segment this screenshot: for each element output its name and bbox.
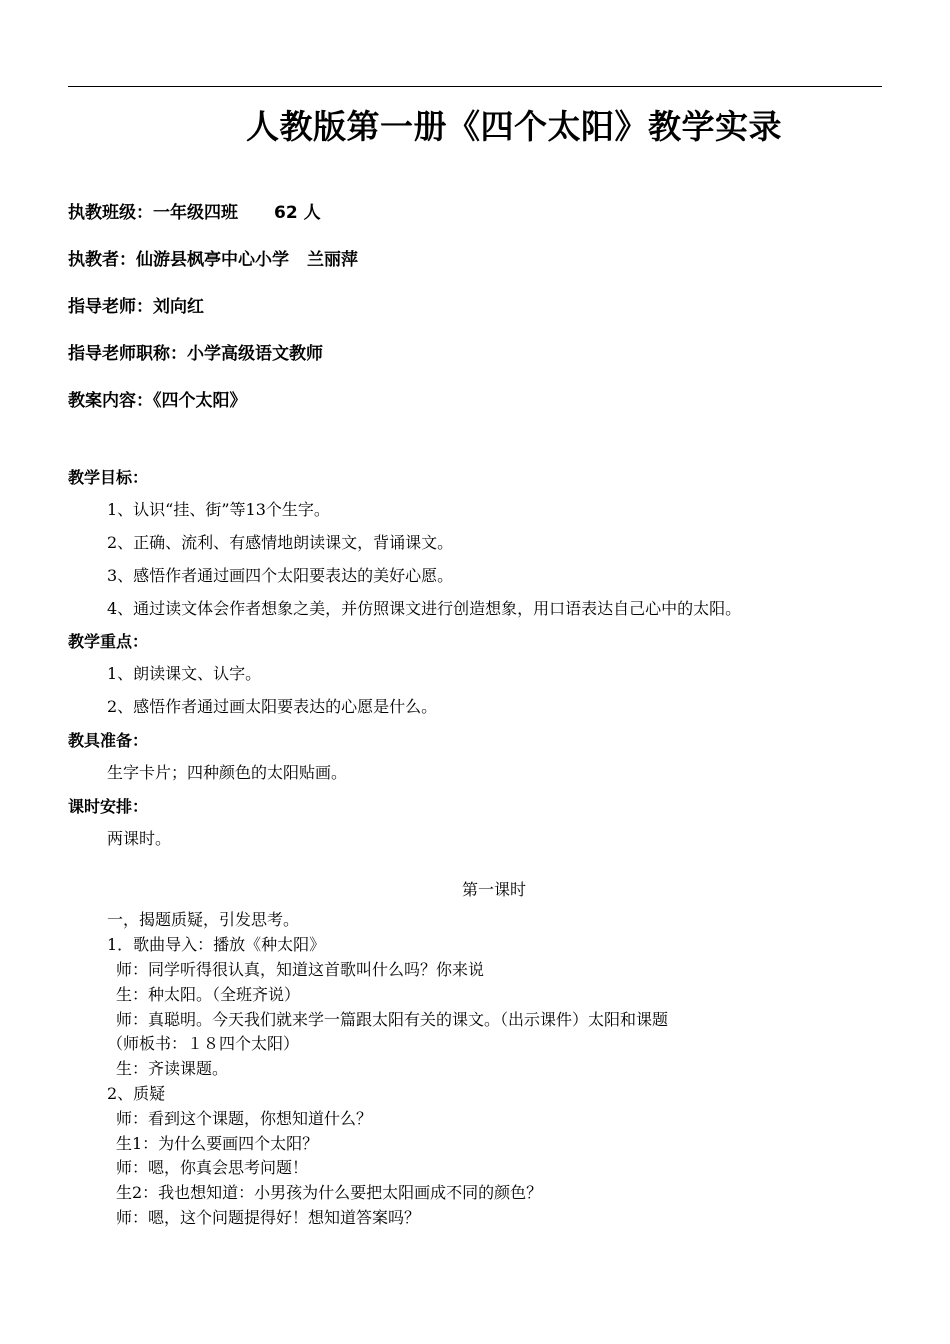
materials-heading: 教具准备： [68,731,149,750]
lesson-line: 1．歌曲导入：播放《种太阳》 [107,935,326,954]
lesson-line: 一，揭题质疑，引发思考。 [107,910,300,929]
focus-item: 2、感悟作者通过画太阳要表达的心愿是什么。 [107,697,438,716]
focus-heading: 教学重点： [68,632,149,651]
meta-class-label: 执教班级：一年级四班 [68,203,238,223]
lesson-line: 师：嗯，你真会思考问题！ [116,1158,309,1177]
lesson-line: 师：看到这个课题，你想知道什么？ [116,1109,373,1128]
document-title: 人教版第一册《四个太阳》教学实录 [246,107,782,146]
goal-item: 3、感悟作者通过画四个太阳要表达的美好心愿。 [107,566,454,585]
header-rule [68,86,882,87]
lesson-line: 师：嗯，这个问题提得好！想知道答案吗？ [116,1208,421,1227]
lesson-line: 师：同学听得很认真，知道这首歌叫什么吗？你来说 [116,960,485,979]
lesson-line: 师：真聪明。今天我们就来学一篇跟太阳有关的课文。（出示课件）太阳和课题 [116,1010,669,1029]
materials-text: 生字卡片；四种颜色的太阳贴画。 [107,763,348,782]
goals-heading: 教学目标： [68,468,149,487]
schedule-text: 两课时。 [107,829,172,848]
meta-teacher [68,245,358,270]
meta-class [68,198,321,223]
meta-mentor-title: 指导老师职称：小学高级语文教师 [68,344,323,364]
meta-mentor: 指导老师：刘向红 [68,297,204,317]
goal-item: 2、正确、流利、有感情地朗读课文，背诵课文。 [107,533,454,552]
lesson-line: 生：种太阳。（全班齐说） [116,985,301,1004]
goal-item: 1、认识“挂、街”等13个生字。 [107,500,330,519]
meta-teacher-name: 兰丽萍 [307,250,358,270]
lesson-line: 2、质疑 [107,1084,166,1103]
lesson-line: 生1：为什么要画四个太阳？ [116,1134,319,1153]
lesson-title: 第一课时 [461,880,526,899]
meta-content: 教案内容：《四个太阳》 [68,391,247,411]
schedule-heading: 课时安排： [68,797,149,816]
meta-class-count: 62 人 [274,203,321,223]
meta-teacher-label: 执教者：仙游县枫亭中心小学 [68,250,289,270]
goal-item: 4、通过读文体会作者想象之美，并仿照课文进行创造想象，用口语表达自己心中的太阳。 [107,599,742,618]
lesson-line: （师板书：１８四个太阳） [107,1034,300,1053]
focus-item: 1、朗读课文、认字。 [107,664,262,683]
lesson-line: 生2：我也想知道：小男孩为什么要把太阳画成不同的颜色？ [116,1183,543,1202]
lesson-line: 生：齐读课题。 [116,1059,229,1078]
